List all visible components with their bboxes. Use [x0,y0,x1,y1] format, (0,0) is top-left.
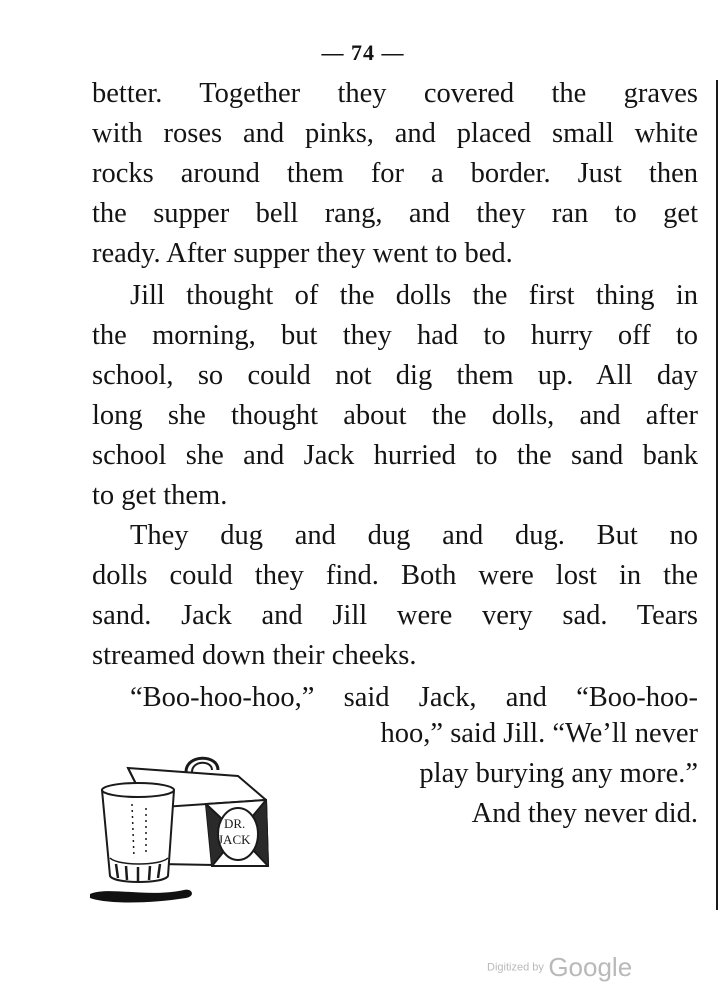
text-line: with roses and pinks, and placed small white [92,118,698,149]
text-line: Jill thought of the dolls the first thing in [130,280,698,311]
text-line: And they never did. [471,798,698,829]
text-line: school, so could not dig them up. All day [92,360,698,391]
text-line: to get them. [92,480,228,511]
page-number: — 74 — [321,40,405,65]
text-line: the supper bell rang, and they ran to get [92,198,698,229]
page-edge-line [716,80,718,910]
glass-and-doctor-bag-illustration [88,748,278,908]
text-line: better. Together they covered the graves [92,78,698,109]
text-line: ready. After supper they went to bed. [92,238,513,269]
text-line: the morning, but they had to hurry off to [92,320,698,351]
text-line: play burying any more.” [419,758,698,789]
text-line: school she and Jack hurried to the sand bank [92,440,698,471]
text-line: streamed down their cheeks. [92,640,417,671]
text-line: sand. Jack and Jill were very sad. Tears [92,600,698,631]
digitized-by-watermark [487,952,632,983]
bag-label-line2: JACK [218,832,251,847]
text-line: “Boo-hoo-hoo,” said Jack, and “Boo-hoo- [130,682,698,713]
text-line: long she thought about the dolls, and after [92,400,698,431]
digitized-by-text: Digitized by [487,961,544,974]
text-line: dolls could they find. Both were lost in the [92,560,698,591]
text-line: rocks around them for a border. Just then [92,158,698,189]
text-line: They dug and dug and dug. But no [130,520,698,551]
bag-label-line1: DR. [224,816,246,831]
text-line: hoo,” said Jill. “We’ll never [380,718,698,749]
google-wordmark: Google [548,952,633,982]
